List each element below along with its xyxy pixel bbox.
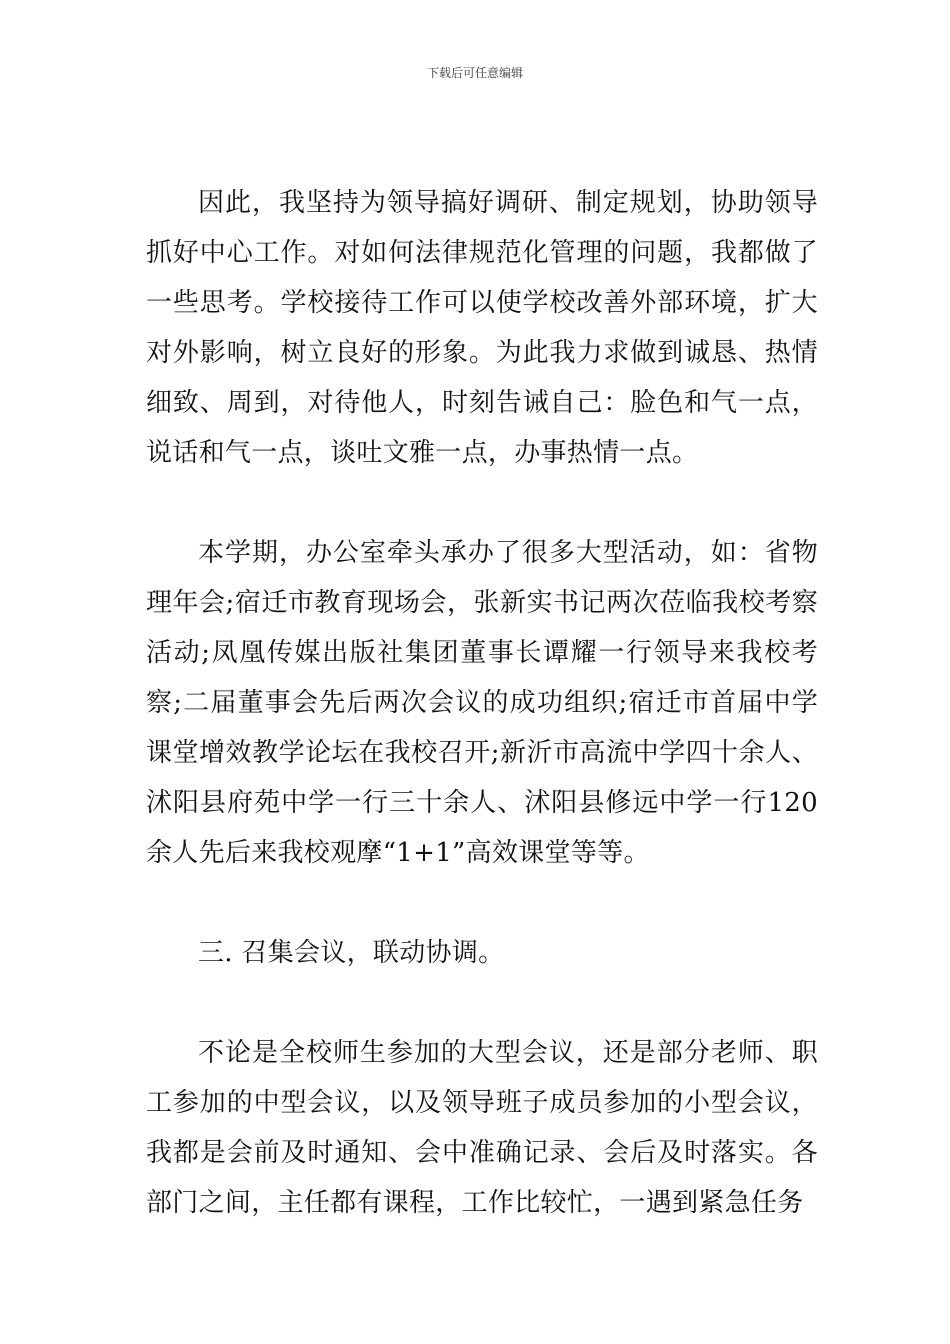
paragraph-activities: 本学期，办公室牵头承办了很多大型活动，如：省物理年会;宿迁市教育现场会，张新实书记两次莅临我校考察活动;凤凰传媒出版社集团董事长谭耀一行领导来我校考察;二届董事会先后两次会议的成功组织;宿迁市首届中学课堂增效教学论坛在我校召开;新沂市高流中学四十余人、沭阳县府苑中学一行三十余人、沭阳县修远中学一行120余人先后来我校观摩“1+1”高效课堂等等。 xyxy=(146,538,818,868)
page-header: 下载后可任意编辑 xyxy=(426,66,523,80)
document-body xyxy=(146,178,818,1228)
section-heading-meetings: 三. 召集会议，联动协调。 xyxy=(198,938,505,968)
paragraph-reception-work: 因此，我坚持为领导搞好调研、制定规划，协助领导抓好中心工作。对如何法律规范化管理的问题，我都做了一些思考。学校接待工作可以使学校改善外部环境，扩大对外影响，树立良好的形象。为此我力求做到诚恳、热情细致、周到，对待他人，时刻告诫自己：脸色和气一点，说话和气一点，谈吐文雅一点，办事热情一点。 xyxy=(146,188,818,468)
paragraph-meetings: 不论是全校师生参加的大型会议，还是部分老师、职工参加的中型会议，以及领导班子成员参加的小型会议，我都是会前及时通知、会中准确记录、会后及时落实。各部门之间，主任都有课程，工作比较忙，一遇到紧急任务 xyxy=(146,1038,818,1218)
